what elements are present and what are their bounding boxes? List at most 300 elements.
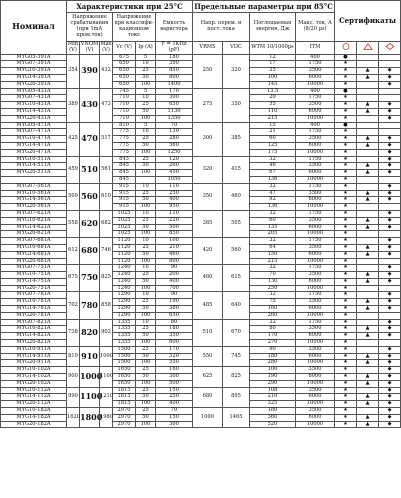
absorbed-energy: 136: [250, 204, 296, 211]
clamp-voltage: 1025: [113, 231, 136, 238]
cert-ce-mark: ★: [335, 387, 357, 394]
capacitance: 460: [156, 251, 193, 258]
sub-vc: Vc (V): [113, 42, 136, 55]
peak-current: 50: [136, 108, 156, 115]
cert-ce-mark: ★: [335, 292, 357, 299]
voltage-nominal: 820: [80, 319, 100, 346]
max-current: 6000: [296, 170, 335, 177]
peak-current: 50: [136, 163, 156, 170]
voltage-nominal: 1800: [80, 408, 100, 428]
clamp-voltage: 1650: [113, 374, 136, 381]
capacitance: 400: [156, 278, 193, 285]
peak-current: 10: [136, 95, 156, 102]
cert-ul-mark: ▲: [357, 142, 379, 149]
absorbed-energy: 145: [250, 81, 296, 88]
max-current: 10000: [296, 204, 335, 211]
absorbed-energy: 205: [250, 231, 296, 238]
capacitance: 1050: [156, 176, 193, 183]
absorbed-energy: 135: [250, 224, 296, 231]
absorbed-energy: 160: [250, 306, 296, 313]
max-current: 10000: [296, 285, 335, 292]
capacitance: 200: [156, 272, 193, 279]
peak-current: 25: [136, 387, 156, 394]
capacitance: 90: [156, 292, 193, 299]
cert-vde-mark: ◆: [379, 299, 401, 306]
max-current: 1750: [296, 238, 335, 245]
capacitance: 400: [156, 401, 193, 408]
cert-ul-mark: ▲: [357, 360, 379, 367]
clamp-voltage: 1240: [113, 265, 136, 272]
cert-vde-mark: ◆: [379, 333, 401, 340]
absorbed-energy: 32: [250, 156, 296, 163]
sub-min: Min (V): [67, 41, 79, 53]
peak-current: 10: [136, 292, 156, 299]
part-number: MYG14-431A: [1, 108, 67, 115]
part-number: MYG14-911A: [1, 353, 67, 360]
cert-vde-mark: [379, 122, 401, 129]
cert-ce-mark: ●: [335, 122, 357, 129]
part-number: MYG20-821A: [1, 340, 67, 347]
capacitance: 80: [156, 319, 193, 326]
cert-vde-mark: ◆: [379, 408, 401, 415]
clamp-voltage: 1025: [113, 210, 136, 217]
cert-vde-mark: ◆: [379, 142, 401, 149]
ac-voltage: 550: [193, 346, 223, 366]
clamp-voltage: 810: [113, 122, 136, 129]
capacitance: 170: [156, 346, 193, 353]
voltage-min: 990: [67, 387, 80, 407]
absorbed-energy: 90: [250, 346, 296, 353]
ac-voltage: 1000: [193, 408, 223, 428]
cert-ce-mark: ★: [335, 170, 357, 177]
cert-ul-mark: ▲: [357, 102, 379, 109]
peak-current: 100: [136, 231, 156, 238]
cert-vde-mark: ◆: [379, 156, 401, 163]
cert-ce-icon: [335, 42, 357, 55]
dc-voltage: 415: [223, 156, 250, 183]
capacitance: 1130: [156, 108, 193, 115]
cert-ul-mark: ▲: [357, 272, 379, 279]
clamp-voltage: 2970: [113, 414, 136, 421]
cert-vde-mark: ◆: [379, 68, 401, 75]
clamp-voltage: 1500: [113, 346, 136, 353]
capacitance: 150: [156, 414, 193, 421]
clamp-voltage: 1815: [113, 401, 136, 408]
peak-current: 10: [136, 210, 156, 217]
cert-ul-mark: ▲: [357, 414, 379, 421]
max-current: 10000: [296, 149, 335, 156]
peak-current: 10: [136, 183, 156, 190]
cert-ce-mark: ★: [335, 68, 357, 75]
clamp-voltage: 915: [113, 190, 136, 197]
header-max-current: Макс. ток, А (8/20 µs): [296, 13, 335, 42]
voltage-max: 825: [100, 265, 113, 292]
part-number: MYG10-511A: [1, 156, 67, 163]
capacitance: 120: [156, 156, 193, 163]
clamp-voltage: 710: [113, 108, 136, 115]
cert-ul-mark: [357, 81, 379, 88]
cert-ce-mark: ★: [335, 238, 357, 245]
cert-vde-mark: ◆: [379, 401, 401, 408]
peak-current: 10: [136, 238, 156, 245]
part-number: MYG07-781A: [1, 292, 67, 299]
peak-current: 100: [136, 81, 156, 88]
cert-ul-mark: [357, 285, 379, 292]
capacitance: 280: [156, 136, 193, 143]
cert-ce-mark: ★: [335, 312, 357, 319]
cert-ce-mark: ★: [335, 360, 357, 367]
capacitance: 950: [156, 204, 193, 211]
capacitance: 170: [156, 88, 193, 95]
cert-ul-mark: ▲: [357, 278, 379, 285]
part-number: MYG20-102A: [1, 380, 67, 387]
capacitance: 300: [156, 95, 193, 102]
part-number: MYG14-751A: [1, 278, 67, 285]
cert-ce-mark: ★: [335, 394, 357, 401]
absorbed-energy: 20: [250, 95, 296, 102]
voltage-min: 819: [67, 346, 80, 366]
max-current: 6000: [296, 306, 335, 313]
clamp-voltage: 915: [113, 204, 136, 211]
cert-ce-mark: ★: [335, 374, 357, 381]
clamp-voltage: 775: [113, 129, 136, 136]
clamp-voltage: 1120: [113, 238, 136, 245]
cert-ul-mark: ▲: [357, 306, 379, 313]
absorbed-energy: 60: [250, 217, 296, 224]
ac-voltage: 320: [193, 156, 223, 183]
cert-ul-mark: ▲: [357, 244, 379, 251]
peak-current: 100: [136, 312, 156, 319]
header-ac-dc-voltage: Напр. перем. и пост. тока: [193, 13, 250, 42]
peak-current: 25: [136, 408, 156, 415]
absorbed-energy: 55: [250, 102, 296, 109]
cert-ce-mark: ★: [335, 265, 357, 272]
max-current: 6000: [296, 374, 335, 381]
peak-current: 50: [136, 251, 156, 258]
peak-current: 50: [136, 142, 156, 149]
cert-ce-mark: ★: [335, 183, 357, 190]
cert-vde-mark: ◆: [379, 306, 401, 313]
voltage-max: 1980: [100, 408, 113, 428]
header-nominal: Номинал: [1, 1, 67, 55]
max-current: 3500: [296, 367, 335, 374]
cert-vde-mark: ◆: [379, 380, 401, 387]
capacitance: 600: [156, 340, 193, 347]
cert-ul-mark: ▲: [357, 197, 379, 204]
capacitance: 800: [156, 74, 193, 81]
header-trigger-voltage: Напряжение срабатывания (при 1mA пром.ток): [67, 13, 113, 42]
part-number: MYG05-391A: [1, 54, 67, 61]
max-current: 1750: [296, 292, 335, 299]
capacitance: 850: [156, 68, 193, 75]
peak-current: 50: [136, 224, 156, 231]
absorbed-energy: 290: [250, 380, 296, 387]
max-current: 3500: [296, 68, 335, 75]
cert-ul-mark: ▲: [357, 170, 379, 177]
cert-ul-mark: ▲: [357, 326, 379, 333]
max-current: 10000: [296, 360, 335, 367]
absorbed-energy: 67: [250, 170, 296, 177]
clamp-voltage: 710: [113, 95, 136, 102]
table-row: [1, 367, 401, 374]
dc-voltage: 505: [223, 210, 250, 237]
cert-ce-mark: ★: [335, 176, 357, 183]
peak-current: 100: [136, 115, 156, 122]
cert-ul-mark: ▲: [357, 374, 379, 381]
cert-ul-mark: ▲: [357, 190, 379, 197]
absorbed-energy: 17: [250, 61, 296, 68]
part-number: MYG14-561A: [1, 197, 67, 204]
absorbed-energy: 100: [250, 367, 296, 374]
cert-ce-mark: ★: [335, 421, 357, 428]
table-row: [1, 210, 401, 217]
absorbed-energy: 47: [250, 190, 296, 197]
max-current: 6000: [296, 74, 335, 81]
clamp-voltage: 745: [113, 88, 136, 95]
part-number: MYG20-681A: [1, 258, 67, 265]
cert-ul-mark: ▲: [357, 217, 379, 224]
peak-current: 25: [136, 299, 156, 306]
cert-ul-mark: [357, 115, 379, 122]
capacitance: 220: [156, 217, 193, 224]
cert-ul-icon: [357, 42, 379, 55]
max-current: 3500: [296, 408, 335, 415]
clamp-voltage: 710: [113, 115, 136, 122]
cert-ul-mark: [357, 183, 379, 190]
dc-voltage: 615: [223, 265, 250, 292]
max-current: 10000: [296, 340, 335, 347]
part-number: MYG14-112A: [1, 394, 67, 401]
absorbed-energy: 70: [250, 272, 296, 279]
cert-ce-mark: ★: [335, 163, 357, 170]
dc-voltage: 825: [223, 367, 250, 387]
cert-ce-mark: ★: [335, 115, 357, 122]
part-number: MYG20-471A: [1, 149, 67, 156]
max-current: 3500: [296, 346, 335, 353]
peak-current: 10: [136, 129, 156, 136]
max-current: 10000: [296, 421, 335, 428]
ac-voltage: 275: [193, 88, 223, 122]
table-row: [1, 387, 401, 394]
cert-ul-mark: ▲: [357, 108, 379, 115]
clamp-voltage: 1815: [113, 394, 136, 401]
voltage-max: 432: [100, 54, 113, 88]
cert-ul-mark: [357, 312, 379, 319]
cert-vde-mark: ◆: [379, 238, 401, 245]
header-group-characteristics: Характеристики при 25°С: [67, 1, 193, 13]
cert-vde-mark: [379, 88, 401, 95]
cert-vde-mark: ◆: [379, 217, 401, 224]
part-number: MYG14-511A: [1, 163, 67, 170]
capacitance: 300: [156, 374, 193, 381]
cert-ce-mark: ★: [335, 129, 357, 136]
absorbed-energy: 80: [250, 326, 296, 333]
voltage-max: 1210: [100, 387, 113, 407]
cert-vde-mark: ◆: [379, 190, 401, 197]
cert-ce-mark: ★: [335, 340, 357, 347]
max-current: 3500: [296, 387, 335, 394]
part-number: MYG07-471A: [1, 129, 67, 136]
voltage-min: 1620: [67, 408, 80, 428]
clamp-voltage: 1815: [113, 387, 136, 394]
dc-voltage: 350: [223, 88, 250, 122]
table-row: [1, 319, 401, 326]
part-number: MYG20-621A: [1, 231, 67, 238]
absorbed-energy: 32: [250, 238, 296, 245]
absorbed-energy: 100: [250, 74, 296, 81]
cert-vde-mark: ◆: [379, 421, 401, 428]
part-number: MYG20-511A: [1, 170, 67, 177]
part-number: MYG05-431A: [1, 88, 67, 95]
absorbed-energy: 125: [250, 142, 296, 149]
cert-ce-mark: ★: [335, 61, 357, 68]
max-current: 400: [296, 88, 335, 95]
capacitance: 160: [156, 367, 193, 374]
absorbed-energy: 35: [250, 68, 296, 75]
absorbed-energy: 520: [250, 421, 296, 428]
sub-vdc: VDC: [223, 42, 250, 55]
cert-vde-icon: [379, 42, 401, 55]
voltage-min: 675: [67, 265, 80, 292]
cert-ul-mark: ▲: [357, 380, 379, 387]
part-number: MYG14-471A: [1, 142, 67, 149]
ac-voltage: 485: [193, 292, 223, 319]
ac-voltage: 460: [193, 265, 223, 292]
absorbed-energy: 180: [250, 353, 296, 360]
max-current: 3500: [296, 272, 335, 279]
part-number: MYG10-431A: [1, 102, 67, 109]
clamp-voltage: 675: [113, 54, 136, 61]
clamp-voltage: 775: [113, 136, 136, 143]
cert-ce-mark: ★: [335, 149, 357, 156]
capacitance: 550: [156, 360, 193, 367]
max-current: 10000: [296, 81, 335, 88]
cert-vde-mark: ◆: [379, 102, 401, 109]
cert-vde-mark: ◆: [379, 278, 401, 285]
absorbed-energy: 180: [250, 408, 296, 415]
peak-current: 25: [136, 272, 156, 279]
cert-vde-mark: [379, 54, 401, 61]
part-number: MYG07-751A: [1, 265, 67, 272]
capacitance: 250: [156, 190, 193, 197]
absorbed-energy: 108: [250, 387, 296, 394]
clamp-voltage: 845: [113, 156, 136, 163]
ac-voltage: 350: [193, 183, 223, 210]
voltage-nominal: 680: [80, 238, 100, 265]
capacitance: 1250: [156, 149, 193, 156]
max-current: 1750: [296, 61, 335, 68]
capacitance: 700: [156, 285, 193, 292]
absorbed-energy: 150: [250, 251, 296, 258]
cert-ce-mark: ★: [335, 299, 357, 306]
part-number: MYG14-182A: [1, 414, 67, 421]
cert-ce-mark: ★: [335, 190, 357, 197]
capacitance: 90: [156, 265, 193, 272]
peak-current: 25: [136, 190, 156, 197]
max-current: 3500: [296, 102, 335, 109]
clamp-voltage: 2970: [113, 408, 136, 415]
part-number: MYG14-621A: [1, 224, 67, 231]
dc-voltage: 320: [223, 54, 250, 88]
max-current: 10000: [296, 258, 335, 265]
capacitance: 650: [156, 312, 193, 319]
max-current: 1750: [296, 129, 335, 136]
cert-vde-mark: ◆: [379, 346, 401, 353]
voltage-max: 517: [100, 122, 113, 156]
table-row: [1, 346, 401, 353]
sub-vrms: VRMS: [193, 42, 223, 55]
table-row: [1, 183, 401, 190]
cert-ce-mark: ★: [335, 81, 357, 88]
cert-vde-mark: ◆: [379, 272, 401, 279]
absorbed-energy: 360: [250, 414, 296, 421]
max-current: 10000: [296, 176, 335, 183]
spec-rows: [1, 54, 401, 428]
cert-ce-mark: ★: [335, 285, 357, 292]
part-number: MYG20-112A: [1, 401, 67, 408]
cert-ce-mark: ★: [335, 244, 357, 251]
voltage-min: 389: [67, 88, 80, 122]
ac-voltage: 250: [193, 54, 223, 88]
clamp-voltage: 775: [113, 142, 136, 149]
max-current: 1750: [296, 319, 335, 326]
voltage-max: 1100: [100, 367, 113, 387]
capacitance: 320: [156, 353, 193, 360]
capacitance: 1400: [156, 81, 193, 88]
part-number: MYG10-781A: [1, 299, 67, 306]
capacitance: 560: [156, 142, 193, 149]
part-number: MYG07-681A: [1, 238, 67, 245]
peak-current: 25: [136, 326, 156, 333]
clamp-voltage: 2970: [113, 421, 136, 428]
max-current: 1750: [296, 210, 335, 217]
absorbed-energy: 32: [250, 265, 296, 272]
cert-ce-mark: ★: [335, 272, 357, 279]
header-clamp-voltage: Напряжение при классифи-кационном токе: [113, 13, 156, 42]
absorbed-energy: 260: [250, 312, 296, 319]
sub-freq: F = 1KHz (pF): [156, 42, 193, 55]
certificates-label: Сертификаты: [339, 16, 396, 26]
part-number: MYG20-391A: [1, 81, 67, 88]
max-current: 3500: [296, 136, 335, 143]
cert-vde-mark: ◆: [379, 136, 401, 143]
max-current: 1750: [296, 183, 335, 190]
voltage-max: 746: [100, 238, 113, 265]
capacitance: 350: [156, 333, 193, 340]
clamp-voltage: 915: [113, 183, 136, 190]
cert-ce-mark: ★: [335, 401, 357, 408]
cert-ce-mark: ★: [335, 319, 357, 326]
peak-current: 100: [136, 285, 156, 292]
capacitance: 210: [156, 244, 193, 251]
cert-ul-mark: ▲: [357, 353, 379, 360]
clamp-voltage: 1290: [113, 312, 136, 319]
capacitance: 450: [156, 170, 193, 177]
header-absorbed-energy: Поглощаемая энергия, Дж: [250, 13, 296, 42]
clamp-voltage: 1355: [113, 340, 136, 347]
voltage-min: 900: [67, 367, 80, 387]
ac-voltage: 510: [193, 319, 223, 346]
clamp-voltage: 1355: [113, 333, 136, 340]
cert-vde-mark: ◆: [379, 224, 401, 231]
max-current: 6000: [296, 197, 335, 204]
capacitance: 300: [156, 421, 193, 428]
cert-vde-mark: ◆: [379, 81, 401, 88]
cert-ul-mark: [357, 149, 379, 156]
clamp-voltage: 1240: [113, 272, 136, 279]
max-current: 3500: [296, 299, 335, 306]
voltage-max: 473: [100, 88, 113, 122]
